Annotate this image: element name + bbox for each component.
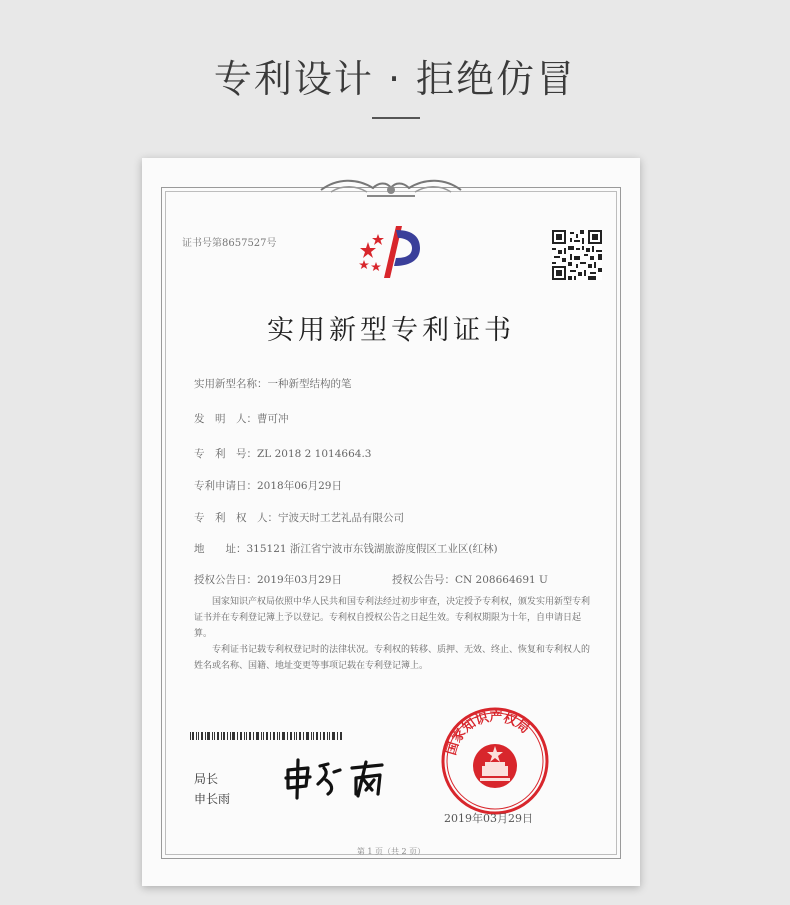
page-number: 第 1 页（共 2 页）: [356, 847, 426, 856]
cnipa-logo-icon: [356, 224, 422, 280]
seal-date: 2019年03月29日: [444, 812, 533, 825]
field-inventor: 发 明 人：曹可冲: [194, 413, 289, 425]
barcode-icon: [190, 732, 342, 740]
svg-text:国家知识产权局: 国家知识产权局: [444, 709, 532, 758]
field-address: 地 址：315121 浙江省宁波市东钱湖旅游度假区工业区(红林): [194, 543, 498, 555]
ornament-icon: [317, 176, 465, 200]
body-paragraph: 专利证书记载专利权登记时的法律状况。专利权的转移、质押、无效、终止、恢复和专利权人的姓名或名称、国籍、地址变更等事项记载在专利登记簿上。: [194, 645, 591, 671]
field-application-date: 专利申请日：2018年06月29日: [194, 480, 342, 492]
field-patentee: 专 利 权 人：宁波天时工艺礼品有限公司: [194, 512, 404, 524]
field-grant-date: 授权公告日：2019年03月29日: [194, 574, 342, 586]
body-paragraph: 国家知识产权局依照中华人民共和国专利法经过初步审查，决定授予专利权，颁发实用新型专利证书并在专利登记簿上予以登记。专利权自授权公告之日起生效。专利权期限为十年，自申请日起算。: [194, 597, 591, 639]
field-utility-model-name: 实用新型名称：一种新型结构的笔: [194, 378, 352, 390]
certificate-body: [194, 594, 594, 674]
patent-certificate: [142, 158, 640, 886]
certificate-title: 实用新型专利证书: [267, 315, 515, 346]
field-grant-number: 授权公告号：CN 208664691 U: [392, 574, 548, 586]
official-title: 局长: [194, 772, 219, 786]
official-name: 申长雨: [194, 792, 231, 806]
official-seal-icon: [440, 706, 550, 816]
page-title: 专利设计 · 拒绝仿冒: [213, 57, 577, 101]
certificate-number: 证书号第8657527号: [182, 238, 277, 249]
field-patent-number: 专 利 号：ZL 2018 2 1014664.3: [194, 448, 372, 460]
title-divider: [372, 117, 420, 119]
qr-code-icon: [552, 230, 602, 280]
signature-icon: [282, 756, 392, 802]
